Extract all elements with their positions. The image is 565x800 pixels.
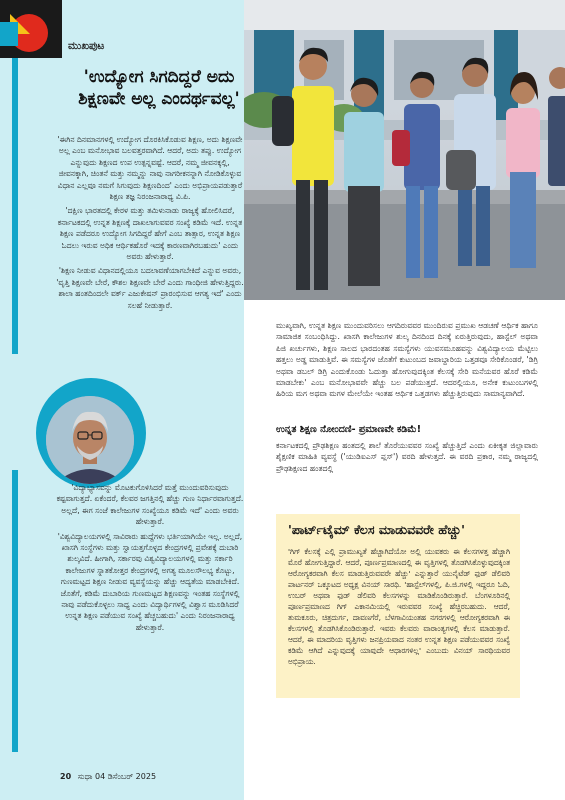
section-label: ಮುಖಪುಟ [68,40,105,52]
headline-quote: 'ಉದ್ಯೋಗ ಸಿಗದಿದ್ದರೆ ಅದು ಶಿಕ್ಷಣವೇ ಅಲ್ಲ ಎಂದರ್ಥವಲ್ಲ' [78,67,240,109]
sidebar-box [276,514,520,698]
left-column-upper [56,134,244,314]
left-paragraph: 'ವಿದ್ಯಾಭ್ಯಾಸವನ್ನು ಮೊಟಕುಗೊಳಿಸಿದರೆ ಮತ್ತೆ ಮುಂದುವರಿಸುವುದು ಕಷ್ಟವಾಗುತ್ತದೆ. ಏಕೆಂದರೆ, ಕೆಲವರ ಜಗತ್ತಿನಲ್ಲಿ ಹೆಚ್ಚು ಗುಣ ನಿರ್ಧಾರವಾಗುತ್ತದೆ. ಅಲ್ಲದೆ, ಈಗ ಸಂಜೆ ಕಾಲೇಜುಗಳ ಸಂಖ್ಯೆಯೂ ಕಡಿಮೆ ಇದೆ' ಎಂದು ಅವರು ಹೇಳುತ್ತಾರೆ. [56,483,244,527]
accent-bar-top [12,58,18,354]
magazine-logo-icon [0,0,62,58]
students-photo [244,0,565,300]
issue-info: ಸುಧಾ 04 ಡಿಸೆಂಬರ್ 2025 [77,772,157,781]
left-paragraph: 'ಈಗಿನ ದಿನಮಾನಗಳಲ್ಲಿ ಉದ್ಯೋಗ ದೊರಕಿಸಿಕೊಡುವ ಶಿಕ್ಷಣ, ಅದು ಶಿಕ್ಷಣವೇ ಅಲ್ಲ ಎಂಬ ಮನೋಭಾವ ಬಲವತ್ತರವಾಗಿದೆ. ಆದರೆ, ಅದು ತಪ್ಪು. ಉದ್ಯೋಗ ಎನ್ನುವುದು ಶಿಕ್ಷಣದ ಉಪ ಉತ್ಪನ್ನವಷ್ಟೆ. ಆದರೆ, ನಮ್ಮ ಜೀವನಕ್ಕಲ್ಲಿ, ಜೀವನಕ್ಕಾಗಿ, ಚಿಂತನೆ ಮತ್ತು ನಮ್ಮನ್ನು ನಾವು ನಾಗರೀಕನನ್ನಾಗಿ ನೋಡಿಕೊಳ್ಳುವ ವಿಧಾನ ಎಲ್ಲವೂ ನಮಗೆ ಸಿಗುವುದು ಶಿಕ್ಷಣದಿಂದ' ಎಂದು ಅಭಿಪ್ರಾಯಪಡುತ್ತಾರೆ ಶಿಕ್ಷಣ ತಜ್ಞ ನಿರಂಜನಾರಾಧ್ಯ ವಿ.ಪಿ. [57,135,243,202]
main-paragraph: ಮುಖ್ಯವಾಗಿ, ಉನ್ನತ ಶಿಕ್ಷಣ ಮುಂದುವರಿಸಲು ಆಗದಿರುವವರ ಮುಂದಿರುವ ಪ್ರಮುಖ ಆಡಚಣೆ ಆರ್ಥಿಕ ಹಾಗೂ ಸಾಮಾಜಿಕ ಸಂಬಂಧಿಸಿದ್ದು. ಖಾಸಗಿ ಕಾಲೇಜುಗಳ ಶುಲ್ಕ ದಿನದಿಂದ ದಿನಕ್ಕೆ ಏರುತ್ತಿರುವುದು, ಹಾಸ್ಟೆಲ್ ಅಥವಾ ಪಿಜಿ ಖರ್ಚುಗಳು, ಶಿಕ್ಷಣ ಸಾಲದ ಭಾರದಂತಹ ಸಮಸ್ಯೆಗಳು ಯುವಸಮೂಹವನ್ನು ವಿಶ್ವವಿದ್ಯಾಲಯ ಮೆಟ್ಟಿಲು ಹತ್ತಲು ಅಡ್ಡ ಮಾಡುತ್ತಿವೆ. ಈ ಸಮಸ್ಯೆಗಳ ಜೊತೆಗೆ ಕುಟುಂಬದ ಜವಾಬ್ದಾರಿಯ ಒತ್ತಡವೂ ಸೇರಿಕೊಂಡರೆ, 'ಡಿಗ್ರಿ ಅಥವಾ ಡಬಲ್ ಡಿಗ್ರಿ ಎಂದುಕೊಂಡು ಓದುತ್ತಾ ಹೋಗುವುದಕ್ಕಿಂತ ಕೆಲಸಕ್ಕೆ ಸೇರಿ ಮನೆಯವರ ಹೊರೆ ಕಡಿಮೆ ಮಾಡಬೇಕು' ಎಂಬ ಮನೋಭಾವವೇ ಹೆಚ್ಚು ಬಲ ಪಡೆಯುತ್ತದೆ. ಆದರಲ್ಲಿಯೂ, ಅನೇಕ ಕುಟುಂಬಗಳಲ್ಲಿ ಹಿರಿಯ ಮಗ ಅಥವಾ ಮಗಳ ಮೇಲೆಯೇ ಇಂತಹ ಆರ್ಥಿಕ ಒತ್ತಡಗಳು ಹೆಚ್ಚುತ್ತಿರುವುದು ಸಾಮಾನ್ಯವಾಗಿದೆ. [276,321,538,399]
page-footer [60,772,156,782]
left-paragraph: 'ದಕ್ಷಿಣ ಭಾರತದಲ್ಲಿ ಕೇರಳ ಮತ್ತು ತಮಿಳುನಾಡು ರಾಜ್ಯಕ್ಕೆ ಹೋಲಿಸಿದರೆ, ಕರ್ನಾಟಕದಲ್ಲಿ ಉನ್ನತ ಶಿಕ್ಷಣಕ್ಕೆ ದಾಖಲಾಗುವವರ ಸಂಖ್ಯೆ ಕಡಿಮೆ ಇದೆ. ಉನ್ನತ ಶಿಕ್ಷಣ ಪಡೆದರೂ ಉದ್ಯೋಗ ಸಿಗದಿದ್ದರೆ ಹೇಗೆ ಎಂಬ ತಾತ್ಸಾರ, ಉನ್ನತ ಶಿಕ್ಷಣ ಓದಲು ಇರುವ ಅಧಿಕ ಆರ್ಥಿಕಹೊರೆ ಇದಕ್ಕೆ ಕಾರಣವಾಗಿರಬಹುದು' ಎಂದು ಅವರು ಹೇಳುತ್ತಾರೆ. [57,206,243,262]
expert-portrait [46,396,134,484]
accent-bar-bottom [12,470,18,752]
page-number: 20 [60,772,72,781]
left-paragraph: 'ವಿಶ್ವವಿದ್ಯಾಲಯಗಳಲ್ಲಿ ಸಾವಿರಾರು ಹುದ್ದೆಗಳು ಭರ್ತಿಯಾಗಿಯೇ ಇಲ್ಲ. ಅಲ್ಲದೆ, ಖಾಸಗಿ ಸಂಸ್ಥೆಗಳು ಮತ್ತು ಸ್ವಾಯತ್ತಗೊಳ್ಳದ ಕೇಂದ್ರಗಳಲ್ಲಿ ಪ್ರವೇಶಕ್ಕೆ ದುಬಾರಿ ಶುಲ್ಕವಿದೆ. ಹೀಗಾಗಿ, ಸರ್ಕಾರವು ವಿಶ್ವವಿದ್ಯಾಲಯಗಳಲ್ಲಿ ಮತ್ತು ಸರ್ಕಾರಿ ಕಾಲೇಜುಗಳ ಸ್ನಾತಕೋತ್ತರ ಕೇಂದ್ರಗಳಲ್ಲಿ ಅಗತ್ಯ ಮೂಲಸೌಲಭ್ಯ ಕೊಟ್ಟು, ಗುಣಮಟ್ಟದ ಶಿಕ್ಷಣ ನೀಡುವ ವ್ಯವಸ್ಥೆಯನ್ನು ಹೆಚ್ಚು ಆದ್ಯತೆಯ ಮಾಡಬೇಕಿದೆ. ಜೊತೆಗೆ, ಕಡಿಮೆ ದುಬಾರಿಯ ಗುಣಮಟ್ಟದ ಶಿಕ್ಷಣವನ್ನು ಇಂತಹ ಸಂಸ್ಥೆಗಳಲ್ಲಿ ನಾವು ಪಡೆದುಕೊಳ್ಳಲು ಸಾಧ್ಯ ಎಂದು ವಿದ್ಯಾರ್ಥಿಗಳಲ್ಲಿ ವಿಶ್ವಾಸ ಮೂಡಿಸಿದರೆ ಉನ್ನತ ಶಿಕ್ಷಣ ಪಡೆಯುವ ಸಂಖ್ಯೆ ಹೆಚ್ಚಬಹುದು' ಎಂದು ನಿರಂಜನಾರಾಧ್ಯ ಹೇಳುತ್ತಾರೆ. [57,531,243,632]
box-title: 'ಪಾರ್ಟ್‌ಟೈಮ್ ಕೆಲಸ ಮಾಡುವವರೇ ಹೆಚ್ಚು' [288,522,465,537]
main-paragraph: ಕರ್ನಾಟಕದಲ್ಲಿ ಪ್ರೌಢಶಿಕ್ಷಣ ಹಂತದಲ್ಲಿ ಶಾಲೆ ತೊರೆಯುವವರ ಸಂಖ್ಯೆ ಹೆಚ್ಚುತ್ತಿದೆ ಎಂದು ಏಕೀಕೃತ ಜಿಲ್ಲಾವಾರು ಶೈಕ್ಷಣಿಕ ಮಾಹಿತಿ ವ್ಯವಸ್ಥೆ ('ಯುಡಿಐಎಸ್ ಪ್ಲಸ್') ವರದಿ ಹೇಳುತ್ತದೆ. ಈ ವರದಿ ಪ್ರಕಾರ, ನಮ್ಮ ರಾಜ್ಯದಲ್ಲಿ ಪ್ರೌಢಶಿಕ್ಷಣದ ಹಂತದಲ್ಲಿ [276,441,538,473]
subheading: ಉನ್ನತ ಶಿಕ್ಷಣ ನೋಂದಣಿ- ಪ್ರಮಾಣವೇ ಕಡಿಮೆ! [276,424,422,435]
left-paragraph: 'ಶಿಕ್ಷಣ ನೀಡುವ ವಿಧಾನದಲ್ಲಿಯೂ ಬದಲಾವಣೆಯಾಗಬೇಕಿದೆ ಎನ್ನುವ ಅವರು, 'ವೃತ್ತಿ ಶಿಕ್ಷಣವೇ ಬೇರೆ, ಕೌಶಲ ಶಿಕ್ಷಣವೇ ಬೇರೆ ಎಂದು ಗಾಂಧೀಜಿ ಹೇಳುತ್ತಿದ್ದರು. ಶಾಲಾ ಹಂತದಿಂದಲೇ ವರ್ಕ್ ಎಜುಕೇಷನ್ ಪ್ರಾರಂಭಿಸುವ ಆಗತ್ಯ ಇದೆ' ಎಂದು ಸಲಹೆ ನೀಡುತ್ತಾರೆ. [56,266,244,310]
left-column-lower [56,482,244,636]
box-body: 'ಗಿಗ್ ಕೆಲಸಕ್ಕೆ ಎಲ್ಲಿ ಪ್ರಾಮುಖ್ಯತೆ ಹೆಚ್ಚಾಗಿದೆಯೋ ಅಲ್ಲಿ ಯುವಕರು ಈ ಕೆಲಸಗಳತ್ತ ಹೆಚ್ಚಾಗಿ ಮೊರೆ ಹೋಗುತ್ತಿದ್ದಾರೆ. ಆದರೆ, ಪೂರ್ಣಪ್ರಮಾಣದಲ್ಲಿ ಈ ವೃತ್ತಿಗಳಲ್ಲಿ ತೊಡಗಿಸಿಕೊಳ್ಳುವುದಕ್ಕಿಂತ ಆರೋಗ್ಯಕರವಾಗಿ ಕೆಲಸ ಮಾಡುತ್ತಿರುವವರೇ ಹೆಚ್ಚು' ಎನ್ನುತ್ತಾರೆ ಯುನೈಟೆಡ್ ಫುಡ್ ಡೆಲಿವರಿ ಪಾರ್ಟನರ್ ಒಕ್ಕೂಟದ ಅಧ್ಯಕ್ಷ ವಿನಯ್ ಸಾರಥಿ. 'ಹಾಸ್ಟೆಲ್‌ಗಳಲ್ಲಿ, ಪಿ.ಜಿ.ಗಳಲ್ಲಿ ಇದ್ದರೂ ಓದಿ, ಉಬರ್ ಅಥವಾ ಫುಡ್ ಡೆಲಿವರಿ ಕೆಲಸಗಳನ್ನು ಮಾಡಿಕೊಂಡಿರುತ್ತಾರೆ. ಬೆಂಗಳೂರಿನಲ್ಲಿ ಪೂರ್ಣಪ್ರಮಾಣದ ಗಿಗ್ ಎಕಾನಮಿಯಲ್ಲಿ ಇರುವವರ ಸಂಖ್ಯೆ ಹೆಚ್ಚಿರಬಹುದು. ಆದರೆ, ತುಮಕೂರು, ಚಿತ್ರದುರ್ಗ, ದಾವಣಗೆರೆ, ಬೆಳಗಾವಿಯಂತಹ ನಗರಗಳಲ್ಲಿ ಆರೋಗ್ಯಕರವಾಗಿ ಈ ಕೆಲಸಗಳಲ್ಲಿ ತೊಡಗಿಸಿಕೊಂಡಿರುತ್ತಾರೆ. ಇವರು ಕೆಲವರು ವಾರಾಂತ್ಯಗಳಲ್ಲಿ ಕೆಲಸ ಮಾಡುತ್ತಾರೆ. ಆದರೆ, ಈ ಮಾದರಿಯ ವೃತ್ತಿಗಳು ಜನಪ್ರಿಯವಾದ ನಂತರ ಉನ್ನತ ಶಿಕ್ಷಣ ಪಡೆಯುವವರ ಸಂಖ್ಯೆ ಕಡಿಮೆ ಆಗಿದೆ ಎನ್ನುವುದಕ್ಕೆ ಯಾವುದೇ ಆಧಾರಗಳಿಲ್ಲ' ಎಂಬುದು ವಿನಯ್ ಸಾರಥಿಯವರ ಅಭಿಪ್ರಾಯ. [288,547,510,666]
